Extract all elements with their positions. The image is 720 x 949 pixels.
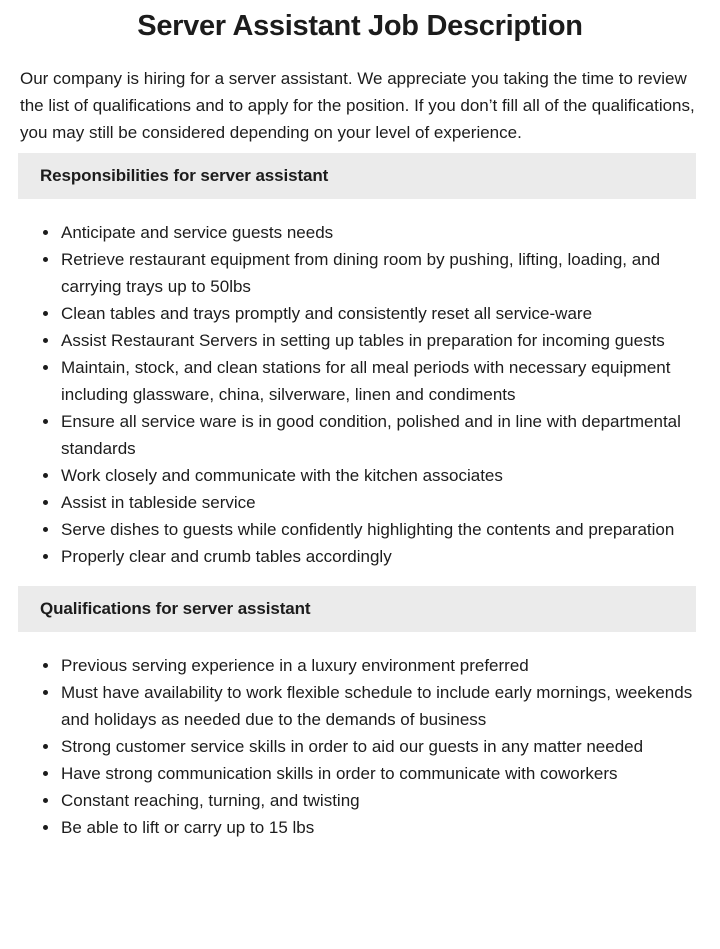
section-header-responsibilities (18, 153, 696, 199)
page-title: Server Assistant Job Description (137, 10, 583, 42)
list-item: Anticipate and service guests needs (20, 219, 710, 246)
list-item: Clean tables and trays promptly and consistently reset all service-ware (20, 300, 710, 327)
list-item: Work closely and communicate with the kitchen associates (20, 462, 710, 489)
section-header-qualifications (18, 586, 696, 632)
list-item: Strong customer service skills in order to aid our guests in any matter needed (20, 733, 710, 760)
list-item: Constant reaching, turning, and twisting (20, 787, 710, 814)
list-item: Have strong communication skills in order to communicate with coworkers (20, 760, 710, 787)
list-item: Properly clear and crumb tables accordingly (20, 543, 710, 570)
list-item: Previous serving experience in a luxury environment preferred (20, 652, 710, 679)
list-item: Ensure all service ware is in good condition, polished and in line with departmental standards (20, 408, 710, 462)
list-item: Maintain, stock, and clean stations for all meal periods with necessary equipment including glassware, china, silverware, linen and condiments (20, 354, 710, 408)
section-header-label: Responsibilities for server assistant (40, 166, 329, 185)
section-header-label: Qualifications for server assistant (40, 599, 311, 618)
list-item: Be able to lift or carry up to 15 lbs (20, 814, 710, 841)
intro-paragraph: Our company is hiring for a server assistant. We appreciate you taking the time to review the list of qualifications and to apply for the position. If you don’t fill all of the qualifications, you may still be considered depending on your level of experience. (20, 69, 695, 142)
list-item: Serve dishes to guests while confidently highlighting the contents and preparation (20, 516, 710, 543)
responsibilities-list (20, 219, 710, 570)
list-item: Assist in tableside service (20, 489, 710, 516)
qualifications-list (20, 652, 710, 841)
list-item: Must have availability to work flexible schedule to include early mornings, weekends and holidays as needed due to the demands of business (20, 679, 710, 733)
list-item: Assist Restaurant Servers in setting up tables in preparation for incoming guests (20, 327, 710, 354)
list-item: Retrieve restaurant equipment from dining room by pushing, lifting, loading, and carrying trays up to 50lbs (20, 246, 710, 300)
